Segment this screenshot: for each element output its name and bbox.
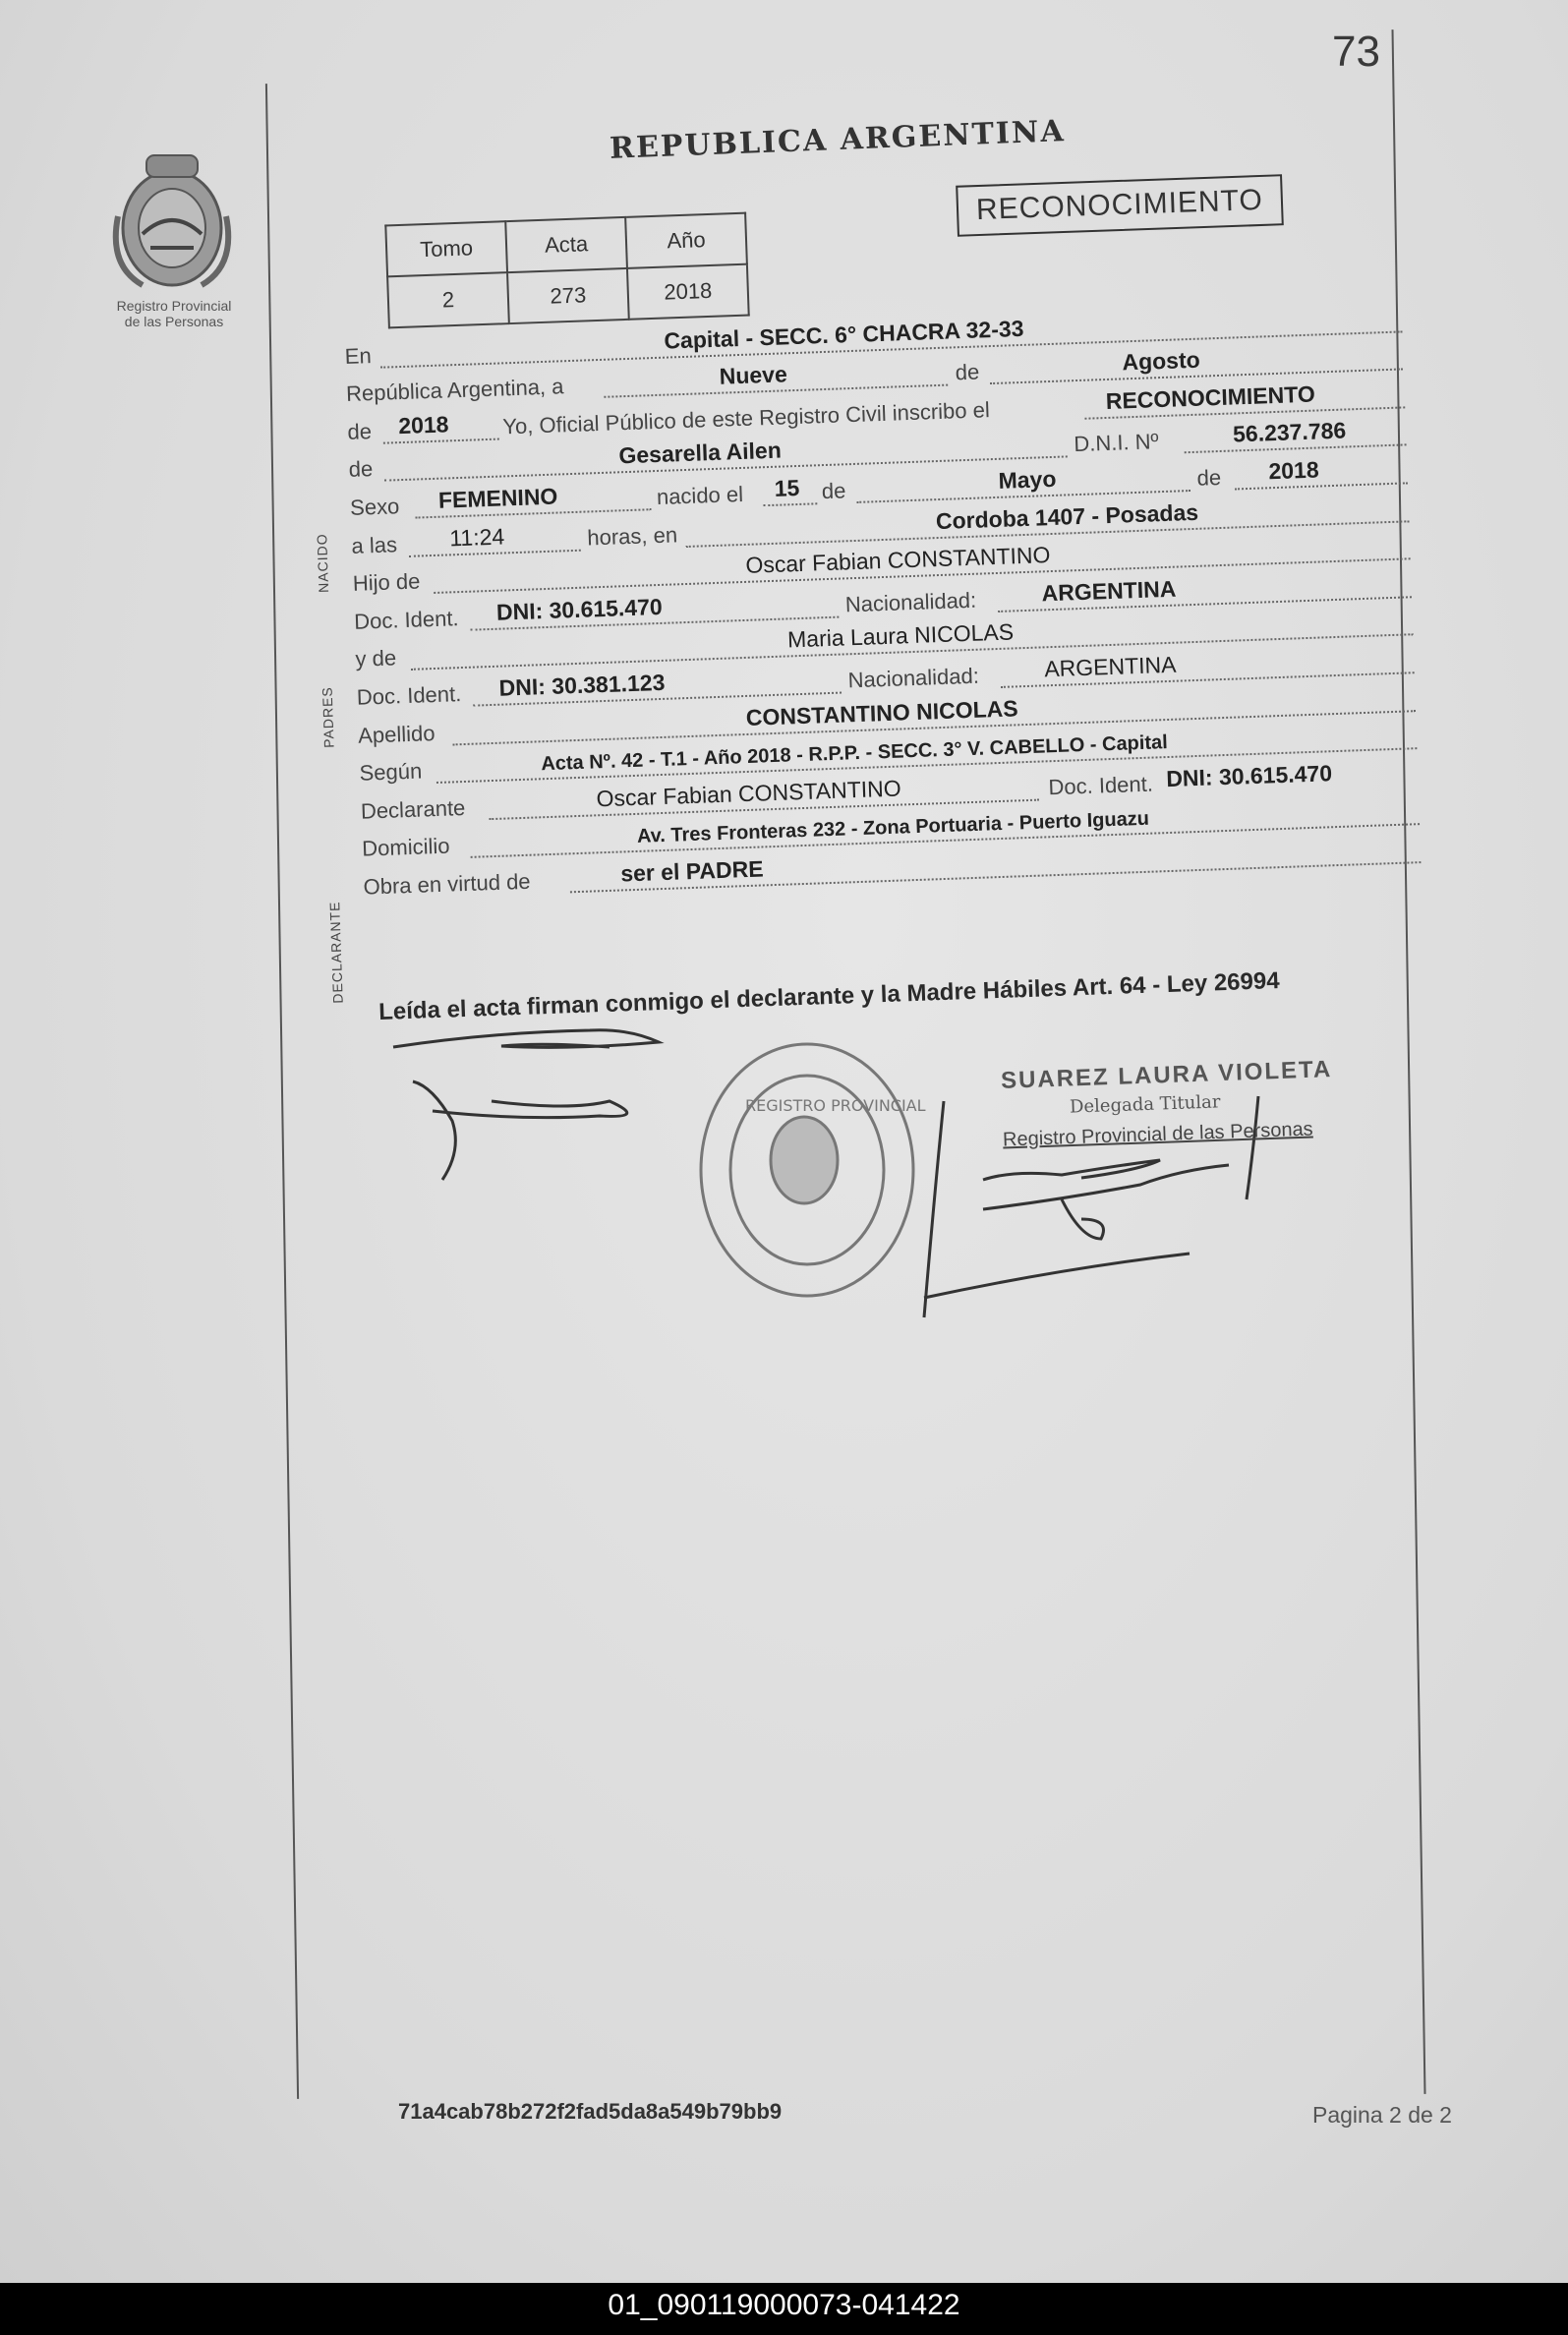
apellido-label: Apellido xyxy=(357,720,436,748)
sexo-value: FEMENINO xyxy=(437,483,558,513)
sexo-label: Sexo xyxy=(349,494,400,520)
de-label-1: de xyxy=(955,359,980,385)
day-value: Nueve xyxy=(719,361,788,389)
declarante-doc-label: Doc. Ident. xyxy=(1048,771,1154,799)
yde-label: y de xyxy=(355,645,397,672)
side-label-padres: PADRES xyxy=(319,686,337,749)
official-seal xyxy=(701,1044,926,1296)
closing-statement: Leída el acta firman conmigo el declarante y la Madre Hábiles Art. 64 - Ley 26994 xyxy=(377,967,1281,1025)
birth-day-line xyxy=(763,502,817,506)
place-value: Cordoba 1407 - Posadas xyxy=(935,498,1199,534)
declarante-value: Oscar Fabian CONSTANTINO xyxy=(596,775,902,812)
mother-doc-value: DNI: 30.381.123 xyxy=(498,669,666,701)
registry-line-2: de las Personas xyxy=(124,314,224,329)
horas-label: horas, en xyxy=(586,521,678,551)
domicilio-value: Av. Tres Fronteras 232 - Zona Portuaria - Puerto Iguazu xyxy=(636,808,1150,848)
value-acta: 273 xyxy=(507,268,629,323)
official-role: Delegada Titular xyxy=(1069,1091,1221,1118)
svg-text:REGISTRO PROVINCIAL: REGISTRO PROVINCIAL xyxy=(745,1096,926,1115)
declarant-signature xyxy=(393,1030,659,1180)
alas-label: a las xyxy=(351,531,398,558)
official-name: SUAREZ LAURA VIOLETA xyxy=(1000,1056,1333,1094)
registry-line-1: Registro Provincial xyxy=(116,298,232,314)
segun-value: Acta Nº. 42 - T.1 - Año 2018 - R.P.P. - SECC. 3° V. CABELLO - Capital xyxy=(541,731,1169,776)
value-tomo: 2 xyxy=(387,272,509,327)
header-ano: Año xyxy=(625,213,747,268)
header-acta: Acta xyxy=(505,217,627,272)
dni-label: D.N.I. Nº xyxy=(1073,429,1160,457)
mother-nat-value: ARGENTINA xyxy=(1043,651,1177,682)
de-label-4: de xyxy=(821,478,846,504)
father-value: Oscar Fabian CONSTANTINO xyxy=(744,542,1051,579)
birth-day-value: 15 xyxy=(774,474,800,501)
side-label-nacido: NACIDO xyxy=(314,533,332,594)
obra-label: Obra en virtud de xyxy=(363,868,531,900)
reference-table xyxy=(384,212,749,329)
mother-doc-label: Doc. Ident. xyxy=(356,681,462,710)
year-value: 2018 xyxy=(397,411,449,438)
apellido-value: CONSTANTINO NICOLAS xyxy=(745,694,1018,730)
father-nat-value: ARGENTINA xyxy=(1041,575,1177,607)
province-emblem-icon xyxy=(103,147,241,295)
en-label: En xyxy=(344,342,373,369)
birth-month-value: Mayo xyxy=(998,465,1057,494)
dni-value: 56.237.786 xyxy=(1232,417,1347,447)
signatures-and-seal xyxy=(374,1003,1406,1357)
domicilio-label: Domicilio xyxy=(361,833,450,861)
en-value: Capital - SECC. 6° CHACRA 32-33 xyxy=(663,315,1024,354)
registry-caption xyxy=(90,298,258,329)
file-caption: 01_090119000073-041422 xyxy=(608,2289,960,2321)
republica-label: República Argentina, a xyxy=(345,374,564,407)
declarante-label: Declarante xyxy=(360,794,466,824)
birth-year-value: 2018 xyxy=(1267,456,1320,485)
name-value: Gesarella Ailen xyxy=(618,437,783,469)
father-nat-label: Nacionalidad: xyxy=(844,587,977,617)
de-label-2: de xyxy=(347,418,373,444)
page-indicator: Pagina 2 de 2 xyxy=(1312,2102,1452,2128)
document-hash: 71a4cab78b272f2fad5da8a549b79bb9 xyxy=(398,2099,783,2124)
yo-text: Yo, Oficial Público de este Registro Civil inscribo el xyxy=(501,396,991,439)
nacido-label: nacido el xyxy=(656,481,744,509)
act-type-box: RECONOCIMIENTO xyxy=(956,174,1283,237)
mother-value: Maria Laura NICOLAS xyxy=(786,618,1015,653)
de-label-5: de xyxy=(1196,464,1222,491)
de-label-3: de xyxy=(348,456,374,483)
header-tomo: Tomo xyxy=(385,221,507,276)
mother-nat-label: Nacionalidad: xyxy=(847,663,980,693)
page-number: 73 xyxy=(1332,28,1380,76)
obra-value: ser el PADRE xyxy=(619,855,764,887)
month-value: Agosto xyxy=(1122,346,1201,376)
inscribo-value: RECONOCIMIENTO xyxy=(1105,380,1316,414)
declarante-doc-value: DNI: 30.615.470 xyxy=(1165,759,1333,791)
father-doc-value: DNI: 30.615.470 xyxy=(495,593,664,625)
time-value: 11:24 xyxy=(448,523,505,551)
hijo-label: Hijo de xyxy=(352,568,421,596)
official-registry: Registro Provincial de las Personas xyxy=(1002,1118,1313,1151)
value-ano: 2018 xyxy=(627,264,749,320)
father-doc-label: Doc. Ident. xyxy=(353,605,459,634)
segun-label: Según xyxy=(359,758,423,786)
side-label-declarante: DECLARANTE xyxy=(326,901,346,1004)
document-title: REPUBLICA ARGENTINA xyxy=(609,114,1067,166)
